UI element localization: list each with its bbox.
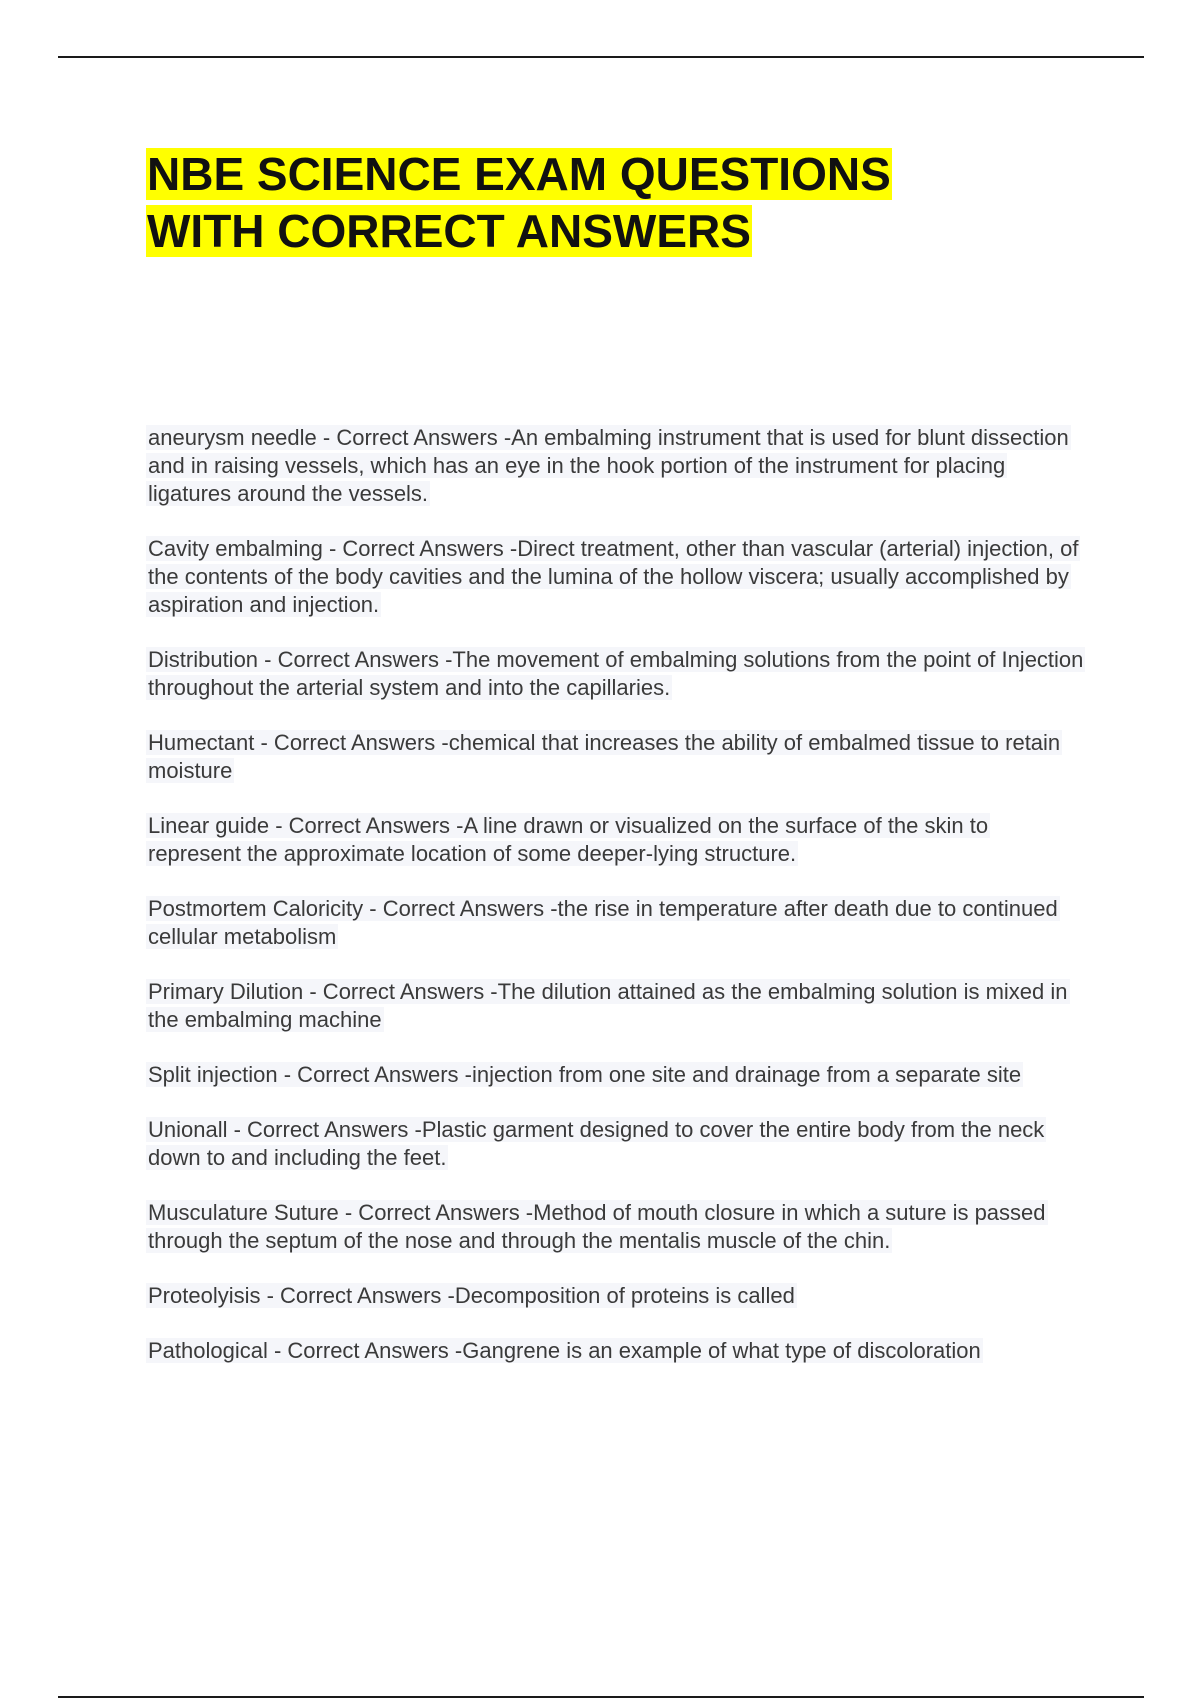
qa-entry-text: Primary Dilution - Correct Answers -The dilution attained as the embalming solution is mixed in the embalming machine [148,979,1068,1032]
qa-entry [146,424,1086,508]
qa-entry [146,1061,1086,1089]
qa-entry [146,646,1086,702]
title-line-1: NBE SCIENCE EXAM QUESTIONS [147,148,891,200]
qa-entry-text: Humectant - Correct Answers -chemical that increases the ability of embalmed tissue to retain moisture [148,730,1061,783]
qa-entry-text: aneurysm needle - Correct Answers -An embalming instrument that is used for blunt dissection and in raising vessels, which has an eye in the hook portion of the instrument for placing ligatures around the vessels. [148,425,1069,506]
qa-entry [146,812,1086,868]
qa-entry-text: Distribution - Correct Answers -The movement of embalming solutions from the point of Injection throughout the arterial system and into the capillaries. [148,647,1084,700]
qa-entry-text: Proteolyisis - Correct Answers -Decomposition of proteins is called [148,1283,795,1308]
qa-entry [146,1337,1086,1365]
qa-entry-text: Linear guide - Correct Answers -A line drawn or visualized on the surface of the skin to represent the approximate location of some deeper-lying structure. [148,813,989,866]
qa-entry-text: Unionall - Correct Answers -Plastic garment designed to cover the entire body from the neck down to and including the feet. [148,1117,1045,1170]
qa-entry [146,1282,1086,1310]
qa-entry [146,535,1086,619]
qa-entry-text: Postmortem Caloricity - Correct Answers -the rise in temperature after death due to continued cellular metabolism [148,896,1058,949]
qa-entry-text: Cavity embalming - Correct Answers -Direct treatment, other than vascular (arterial) injection, of the contents of the body cavities and the lumina of the hollow viscera; usually accomplished by aspiration and injection. [148,536,1079,617]
qa-list [146,424,1086,1392]
qa-entry [146,729,1086,785]
page-title [146,146,1046,260]
bottom-rule [58,1696,1144,1698]
qa-entry [146,895,1086,951]
qa-entry [146,1116,1086,1172]
qa-entry-text: Pathological - Correct Answers -Gangrene is an example of what type of discoloration [148,1338,981,1363]
qa-entry-text: Split injection - Correct Answers -injection from one site and drainage from a separate site [148,1062,1022,1087]
qa-entry-text: Musculature Suture - Correct Answers -Method of mouth closure in which a suture is passed through the septum of the nose and through the mentalis muscle of the chin. [148,1200,1046,1253]
top-rule [58,56,1144,58]
title-line-2: WITH CORRECT ANSWERS [147,205,751,257]
qa-entry [146,978,1086,1034]
qa-entry [146,1199,1086,1255]
